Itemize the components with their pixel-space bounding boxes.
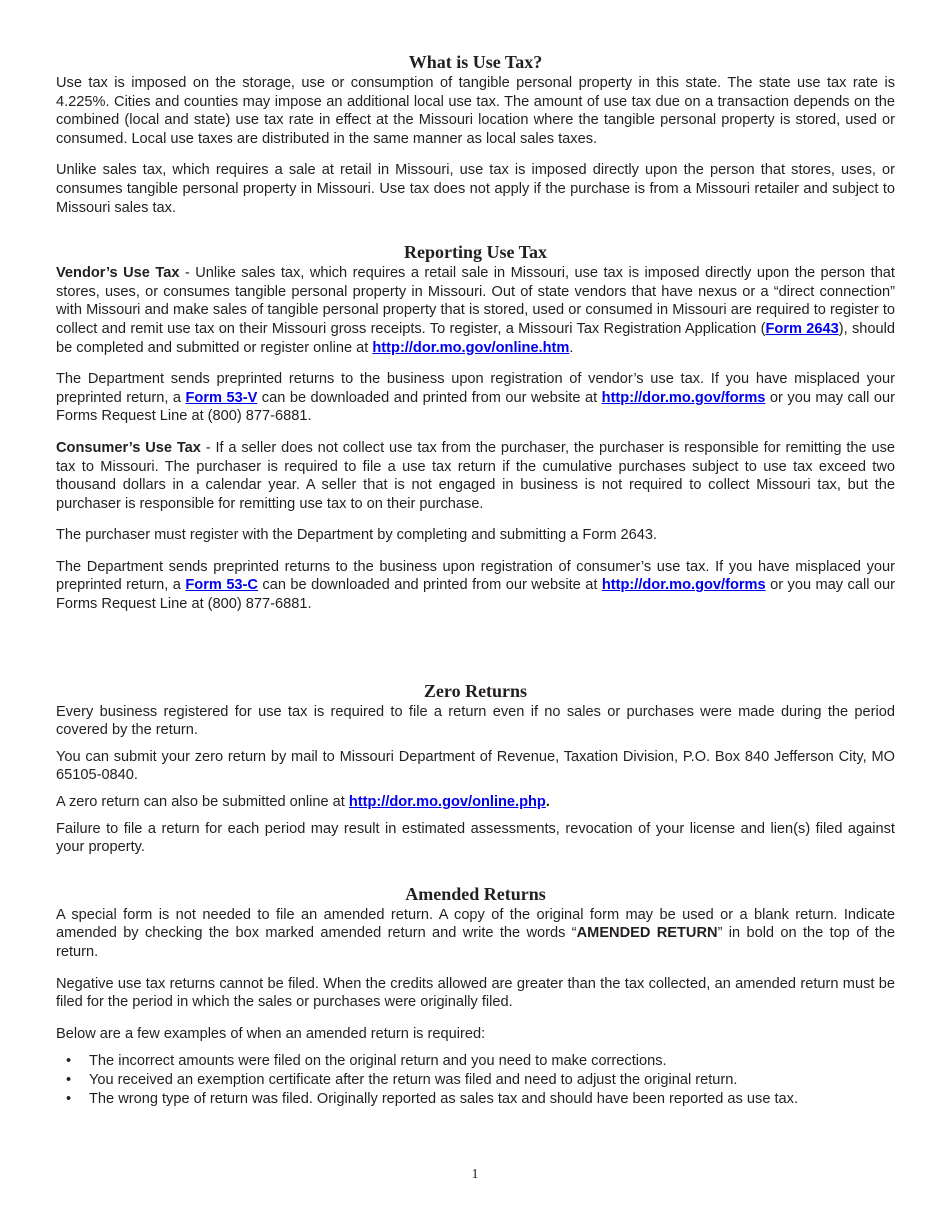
list-item <box>56 1052 895 1071</box>
use-tax-paragraph-2: Unlike sales tax, which requires a sale at retail in Missouri, use tax is imposed directly upon the person that stores, uses, or consumes tangible personal property in Missouri. Use tax does not apply if the purchase is from a Missouri retailer and subject to Missouri sales tax. <box>56 162 895 216</box>
online-php-link[interactable]: http://dor.mo.gov/online.php <box>348 794 546 811</box>
section-amended-returns <box>56 883 895 1110</box>
form-53c-link[interactable]: Form 53-C <box>185 577 258 594</box>
heading-reporting-use-tax: Reporting Use Tax <box>403 242 547 263</box>
heading-zero-returns: Zero Returns <box>423 680 528 701</box>
dept-c-text-3: or you may call our Forms Request Line at (800) 877-6881. <box>56 577 895 613</box>
dept-v-text-1: The Department sends preprinted returns to the business upon registration of vendor’s use tax. If you have misplaced your preprinted return, a <box>56 371 895 406</box>
vendor-preprinted-paragraph <box>56 370 895 426</box>
heading-what-is-use-tax: What is Use Tax? <box>408 52 543 72</box>
form-53v-link[interactable]: Form 53-V <box>185 389 258 406</box>
section-reporting-use-tax <box>56 241 895 614</box>
section-zero-returns <box>56 680 895 857</box>
zero-paragraph-3 <box>56 793 895 812</box>
zero-paragraph-4: Failure to file a return for each period may result in estimated assessments, revocation of your license and lien(s) filed against your property. <box>56 820 895 856</box>
consumer-use-tax-paragraph <box>56 439 895 513</box>
amended-text-2: ” in bold on the top of the return. <box>56 925 896 960</box>
online-htm-link[interactable]: http://dor.mo.gov/online.htm <box>372 339 570 356</box>
document-page <box>56 0 895 1109</box>
dept-c-text-2: can be downloaded and printed from our website at <box>257 577 602 594</box>
consumer-text: - If a seller does not collect use tax from the purchaser, the purchaser is responsible for remitting the use tax to Missouri. The purchaser is required to file a use tax return if the cumulative purchases subject to use tax exceed two thousand dollars in a calendar year. A seller that is not engaged in business is not required to collect Missouri tax, but the purchaser is responsible for remitting use tax to on their purchase. <box>56 439 895 512</box>
list-item <box>56 1090 895 1109</box>
vendor-text-2: ), should be completed and submitted or register online at <box>56 320 895 356</box>
list-item-text: The wrong type of return was filed. Originally reported as sales tax and should have been reported as use tax. <box>89 1091 799 1108</box>
dept-v-text-3: or you may call our Forms Request Line at (800) 877-6881. <box>56 389 895 425</box>
purchaser-register-paragraph: The purchaser must register with the Department by completing and submitting a Form 2643. <box>56 527 658 544</box>
forms-link-vendor[interactable]: http://dor.mo.gov/forms <box>601 389 766 406</box>
form-2643-link[interactable]: Form 2643 <box>765 320 839 337</box>
zero-online-period: . <box>545 794 550 811</box>
section-what-is-use-tax <box>56 51 895 217</box>
zero-paragraph-1: Every business registered for use tax is required to file a return even if no sales or purchases were made during the period covered by the return. <box>56 703 895 739</box>
amended-paragraph-3: Below are a few examples of when an amended return is required: <box>56 1025 486 1042</box>
vendor-text-1: - Unlike sales tax, which requires a retail sale in Missouri, use tax is imposed directly upon the person that stores, uses, or consumes tangible personal property in Missouri. Out of state vendors that have nexus or a “direct connection” with Missouri and make sales of tangible personal property that is stored, used or consumed in Missouri are required to register to collect and remit use tax on their Missouri gross receipts. To register, a Missouri Tax Registration Application ( <box>56 265 895 337</box>
vendor-use-tax-label: Vendor’s Use Tax <box>56 265 180 282</box>
list-item-text: You received an exemption certificate after the return was filed and need to adjust the original return. <box>89 1072 738 1089</box>
bullet-glyph: • <box>66 1053 72 1070</box>
vendor-use-tax-paragraph <box>56 264 895 357</box>
list-item <box>56 1071 895 1090</box>
consumer-preprinted-paragraph <box>56 558 895 614</box>
use-tax-paragraph-1: Use tax is imposed on the storage, use or consumption of tangible personal property in this state. The state use tax rate is 4.225%. Cities and counties may impose an additional local use tax. The amount of use tax due on a transaction depends on the combined (local and state) use tax rate in effect at the Missouri location where the tangible personal property is stored, used or consumed. Local use taxes are distributed in the same manner as local sales taxes. <box>56 75 895 147</box>
vendor-text-3: . <box>569 339 574 356</box>
amended-examples-list <box>56 1052 895 1109</box>
dept-v-text-2: can be downloaded and printed from our website at <box>257 389 602 406</box>
page-number: 1 <box>471 1167 479 1182</box>
amended-paragraph-1 <box>56 906 895 962</box>
consumer-use-tax-label: Consumer’s Use Tax <box>56 439 201 456</box>
bullet-glyph: • <box>66 1091 72 1108</box>
amended-return-bold: AMENDED RETURN <box>576 925 718 942</box>
bullet-glyph: • <box>66 1072 72 1089</box>
dept-c-text-1: The Department sends preprinted returns to the business upon registration of consumer’s use tax. If you have misplaced your preprinted return, a <box>56 558 895 594</box>
amended-text-1: A special form is not needed to file an amended return. A copy of the original form may be used or a blank return. Indicate amended by checking the box marked amended return and write the words “ <box>56 906 895 942</box>
forms-link-consumer[interactable]: http://dor.mo.gov/forms <box>601 577 766 594</box>
amended-paragraph-2: Negative use tax returns cannot be filed. When the credits allowed are greater than the tax collected, an amended return must be filed for the period in which the sales or purchases were originally filed. <box>56 975 895 1011</box>
zero-online-text: A zero return can also be submitted online at <box>56 794 349 811</box>
heading-amended-returns: Amended Returns <box>405 883 546 904</box>
zero-paragraph-2: You can submit your zero return by mail to Missouri Department of Revenue, Taxation Division, P.O. Box 840 Jefferson City, MO 65105-0840. <box>56 748 895 784</box>
list-item-text: The incorrect amounts were filed on the original return and you need to make corrections. <box>89 1053 667 1070</box>
